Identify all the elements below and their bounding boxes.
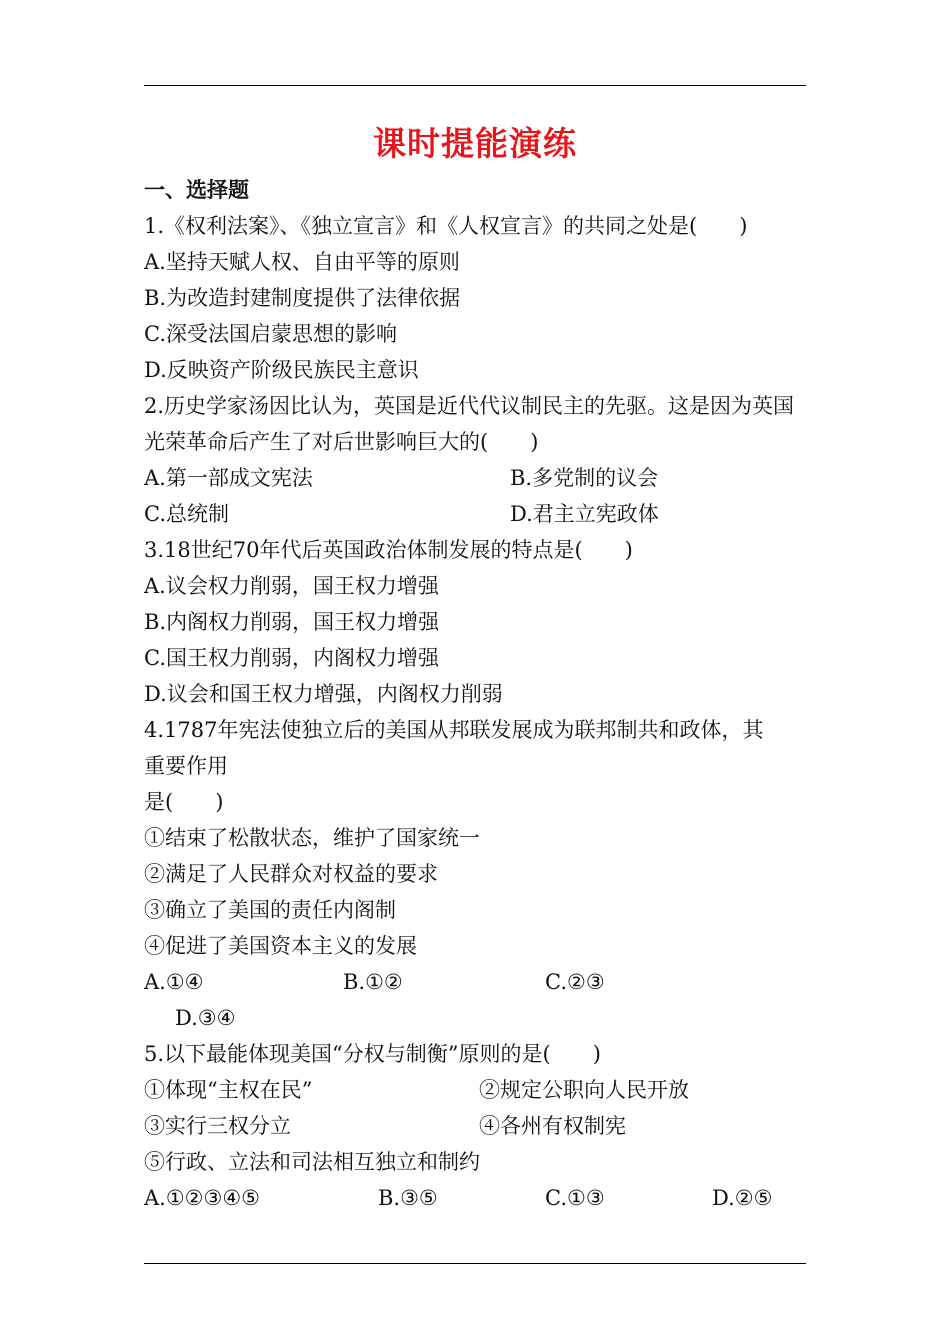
question-2-option-d: D.君主立宪政体	[510, 502, 659, 526]
question-4-item-2: ②满足了人民群众对权益的要求	[144, 862, 438, 886]
question-2-option-a: A.第一部成文宪法	[144, 466, 313, 490]
question-5-options-row	[144, 1180, 806, 1216]
question-4-option-a: A.①④	[144, 970, 204, 994]
question-5-item-2: ②规定公职向人民开放	[479, 1078, 689, 1102]
question-3-option-c: C.国王权力削弱，内阁权力增强	[144, 646, 439, 670]
question-5-items-row-1	[144, 1072, 806, 1108]
question-4-option-d: D.③④	[175, 1006, 236, 1030]
question-5-option-d: D.②⑤	[712, 1186, 773, 1210]
question-4-item-3: ③确立了美国的责任内阁制	[144, 898, 396, 922]
section-heading: 一、选择题	[144, 178, 249, 202]
question-4-stem-line-1: 4.1787年宪法使独立后的美国从邦联发展成为联邦制共和政体，其	[144, 718, 764, 742]
question-1-option-b: B.为改造封建制度提供了法律依据	[144, 286, 461, 310]
question-3-option-d: D.议会和国王权力增强，内阁权力削弱	[144, 682, 503, 706]
question-2-stem: 2.历史学家汤因比认为，英国是近代代议制民主的先驱。这是因为英国光荣革命后产生了对后世影响巨大的( )	[144, 394, 795, 454]
question-2-option-c: C.总统制	[144, 502, 229, 526]
question-4-stem-line-2: 重要作用	[144, 754, 228, 778]
question-5-item-3: ③实行三权分立	[144, 1114, 291, 1138]
question-4-options-row-1	[144, 964, 806, 1000]
header-rule	[144, 85, 806, 86]
question-4-stem-line-3: 是( )	[144, 790, 224, 814]
question-2-options-row-1	[144, 460, 806, 496]
question-2-option-b: B.多党制的议会	[510, 466, 659, 490]
question-5-option-c: C.①③	[545, 1186, 605, 1210]
question-4-item-1: ①结束了松散状态，维护了国家统一	[144, 826, 480, 850]
question-1-option-d: D.反映资产阶级民族民主意识	[144, 358, 419, 382]
question-1-option-c: C.深受法国启蒙思想的影响	[144, 322, 397, 346]
question-5-item-1: ①体现“主权在民”	[144, 1078, 313, 1102]
question-1-stem: 1.《权利法案》、《独立宣言》和《人权宣言》的共同之处是( )	[144, 214, 748, 238]
question-list	[144, 172, 806, 1216]
question-5-item-5: ⑤行政、立法和司法相互独立和制约	[144, 1150, 480, 1174]
question-4-option-b: B.①②	[343, 970, 403, 994]
question-5-items-row-2	[144, 1108, 806, 1144]
question-3-stem: 3.18世纪70年代后英国政治体制发展的特点是( )	[144, 538, 633, 562]
footer-rule	[144, 1263, 806, 1264]
question-5-stem: 5.以下最能体现美国“分权与制衡”原则的是( )	[144, 1042, 601, 1066]
question-5-option-a: A.①②③④⑤	[144, 1186, 260, 1210]
question-3-option-b: B.内阁权力削弱，国王权力增强	[144, 610, 440, 634]
question-2-options-row-2	[144, 496, 806, 532]
question-1-option-a: A.坚持天赋人权、自由平等的原则	[144, 250, 460, 274]
page-title: 课时提能演练	[373, 124, 577, 163]
question-3-option-a: A.议会权力削弱，国王权力增强	[144, 574, 439, 598]
question-5-option-b: B.③⑤	[378, 1186, 438, 1210]
question-5-item-4: ④各州有权制宪	[479, 1114, 626, 1138]
question-4-options-row-2	[144, 1000, 806, 1036]
question-4-option-c: C.②③	[545, 970, 605, 994]
question-4-item-4: ④促进了美国资本主义的发展	[144, 934, 417, 958]
